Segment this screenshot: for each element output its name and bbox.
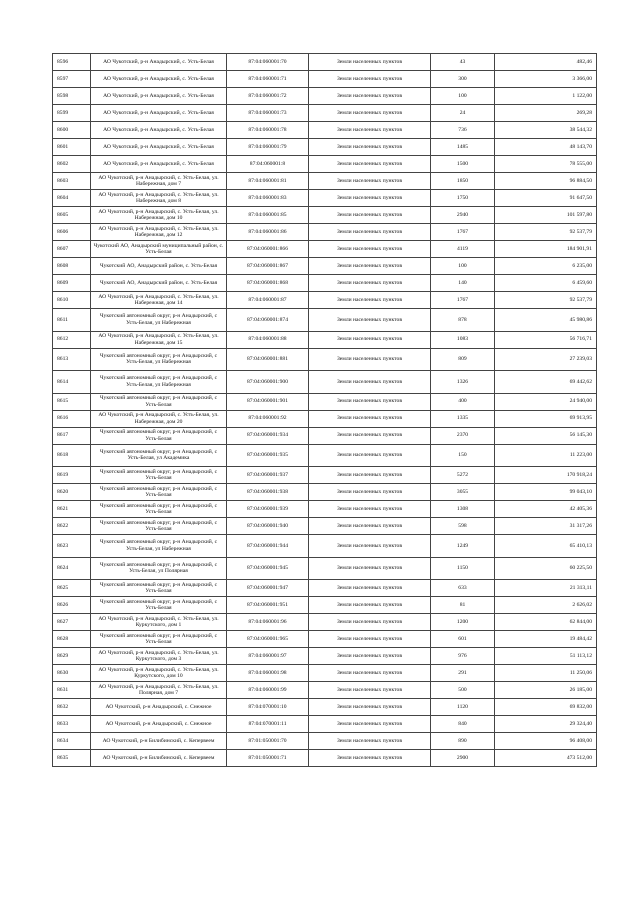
cadastral-value-cell: 170 918,24	[495, 467, 597, 484]
area-cell: 43	[431, 54, 495, 71]
table-row	[53, 410, 597, 427]
cadastral-number-cell: 87:04:060001:72	[227, 88, 309, 105]
land-category-cell: Земли населенных пунктов	[309, 207, 431, 224]
row-number-cell: 8622	[53, 518, 91, 535]
cadastral-value-cell: 29 324,40	[495, 716, 597, 733]
table-row	[53, 105, 597, 122]
area-cell: 2370	[431, 427, 495, 444]
cadastral-value-cell: 473 512,00	[495, 750, 597, 767]
address-cell: АО Чукотский, р-н Анадырский, с. Усть-Белая, ул. Набережная, дом 14	[91, 292, 227, 309]
cadastral-number-cell: 87:04:060001:868	[227, 275, 309, 292]
area-cell: 736	[431, 122, 495, 139]
cadastral-number-cell: 87:04:060001:951	[227, 597, 309, 614]
address-cell: АО Чукотский, р-н Анадырский, с. Усть-Белая, ул. Куркутского, дом 10	[91, 665, 227, 682]
address-cell: Чукотский автономный округ, р-н Анадырский, с Усть-Белая, ул Академика	[91, 444, 227, 467]
land-category-cell: Земли населенных пунктов	[309, 292, 431, 309]
cadastral-value-cell: 62 844,00	[495, 614, 597, 631]
cadastral-value-cell: 101 597,80	[495, 207, 597, 224]
cadastral-value-cell: 11 250,06	[495, 665, 597, 682]
cadastral-number-cell: 87:04:060001:87	[227, 292, 309, 309]
land-category-cell: Земли населенных пунктов	[309, 241, 431, 258]
land-category-cell: Земли населенных пунктов	[309, 122, 431, 139]
cadastral-value-cell: 92 537,79	[495, 224, 597, 241]
cadastral-value-cell: 48 143,70	[495, 139, 597, 156]
row-number-cell: 8621	[53, 501, 91, 518]
table-row	[53, 580, 597, 597]
address-cell: АО Чукотский, р-н Анадырский, с. Усть-Белая, ул. Набережная, дом 15	[91, 331, 227, 348]
land-category-cell: Земли населенных пунктов	[309, 597, 431, 614]
cadastral-value-cell: 56 716,71	[495, 331, 597, 348]
address-cell: Чукотский автономный округ, р-н Анадырский, с Усть-Белая	[91, 631, 227, 648]
table-row	[53, 597, 597, 614]
table-row	[53, 71, 597, 88]
area-cell: 633	[431, 580, 495, 597]
land-category-cell: Земли населенных пунктов	[309, 71, 431, 88]
cadastral-number-cell: 87:04:060001:98	[227, 665, 309, 682]
address-cell: АО Чукотский, р-н Анадырский, с. Усть-Белая, ул. Набережная, дом 10	[91, 207, 227, 224]
table-row	[53, 224, 597, 241]
cadastral-number-cell: 87:04:060001:944	[227, 535, 309, 558]
row-number-cell: 8615	[53, 393, 91, 410]
table-row	[53, 371, 597, 394]
address-cell: АО Чукотский, р-н Анадырский, с. Усть-Белая	[91, 71, 227, 88]
cadastral-value-cell: 65 410,13	[495, 535, 597, 558]
cadastral-value-cell: 99 043,10	[495, 484, 597, 501]
address-cell: Чукотский АО, Анадырский муниципальный район, с. Усть-Белая	[91, 241, 227, 258]
land-category-cell: Земли населенных пунктов	[309, 331, 431, 348]
document-page	[52, 53, 596, 767]
address-cell: Чукотский АО, Анадырский район, с. Усть-Белая	[91, 275, 227, 292]
row-number-cell: 8596	[53, 54, 91, 71]
table-row	[53, 535, 597, 558]
row-number-cell: 8616	[53, 410, 91, 427]
cadastral-number-cell: 87:04:060001:81	[227, 173, 309, 190]
cadastral-number-cell: 87:04:070001:10	[227, 699, 309, 716]
address-cell: Чукотский автономный округ, р-н Анадырский, с Усть-Белая	[91, 501, 227, 518]
table-row	[53, 173, 597, 190]
cadastral-number-cell: 87:04:060001:965	[227, 631, 309, 648]
row-number-cell: 8607	[53, 241, 91, 258]
address-cell: АО Чукотский, р-н Билибинский, с. Кепервеем	[91, 733, 227, 750]
cadastral-value-cell: 78 555,00	[495, 156, 597, 173]
address-cell: АО Чукотский, р-н Анадырский, с. Усть-Белая, ул. Куркутского, дом 3	[91, 648, 227, 665]
table-row	[53, 631, 597, 648]
area-cell: 601	[431, 631, 495, 648]
area-cell: 1308	[431, 501, 495, 518]
area-cell: 2940	[431, 207, 495, 224]
address-cell: АО Чукотский, р-н Анадырский, с. Усть-Белая, ул. Набережная, дом 7	[91, 173, 227, 190]
row-number-cell: 8628	[53, 631, 91, 648]
area-cell: 1750	[431, 190, 495, 207]
land-category-cell: Земли населенных пунктов	[309, 665, 431, 682]
land-category-cell: Земли населенных пунктов	[309, 501, 431, 518]
land-category-cell: Земли населенных пунктов	[309, 309, 431, 332]
cadastral-number-cell: 87:04:060001:945	[227, 557, 309, 580]
address-cell: АО Чукотский, р-н Анадырский, с. Усть-Белая	[91, 122, 227, 139]
cadastral-value-cell: 482,46	[495, 54, 597, 71]
row-number-cell: 8604	[53, 190, 91, 207]
cadastral-number-cell: 87:04:060001:867	[227, 258, 309, 275]
cadastral-number-cell: 87:04:060001:79	[227, 139, 309, 156]
cadastral-number-cell: 87:04:060001:71	[227, 71, 309, 88]
land-category-cell: Земли населенных пунктов	[309, 484, 431, 501]
table-row	[53, 292, 597, 309]
row-number-cell: 8623	[53, 535, 91, 558]
address-cell: АО Чукотский, р-н Анадырский, с. Усть-Белая	[91, 88, 227, 105]
address-cell: АО Чукотский, р-н Анадырский, с. Усть-Белая, ул. Куркутского, дом 1	[91, 614, 227, 631]
address-cell: АО Чукотский, р-н Анадырский, с. Усть-Белая	[91, 105, 227, 122]
land-category-cell: Земли населенных пунктов	[309, 467, 431, 484]
cadastral-number-cell: 87:04:060001:935	[227, 444, 309, 467]
area-cell: 1767	[431, 292, 495, 309]
land-category-cell: Земли населенных пунктов	[309, 54, 431, 71]
cadastral-value-cell: 69 442,62	[495, 371, 597, 394]
table-row	[53, 665, 597, 682]
land-category-cell: Земли населенных пунктов	[309, 699, 431, 716]
row-number-cell: 8598	[53, 88, 91, 105]
area-cell: 100	[431, 258, 495, 275]
area-cell: 1485	[431, 139, 495, 156]
cadastral-number-cell: 87:04:060001:97	[227, 648, 309, 665]
row-number-cell: 8613	[53, 348, 91, 371]
land-category-cell: Земли населенных пунктов	[309, 173, 431, 190]
row-number-cell: 8631	[53, 682, 91, 699]
land-category-cell: Земли населенных пунктов	[309, 393, 431, 410]
cadastral-number-cell: 87:04:060001:70	[227, 54, 309, 71]
area-cell: 1200	[431, 614, 495, 631]
address-cell: АО Чукотский, р-н Анадырский, с. Усть-Белая	[91, 54, 227, 71]
address-cell: Чукотский автономный округ, р-н Анадырский, с Усть-Белая	[91, 484, 227, 501]
cadastral-number-cell: 87:04:060001:83	[227, 190, 309, 207]
table-row	[53, 122, 597, 139]
row-number-cell: 8618	[53, 444, 91, 467]
address-cell: Чукотский автономный округ, р-н Анадырский, с Усть-Белая	[91, 393, 227, 410]
address-cell: АО Чукотский, р-н Анадырский, с. Снежное	[91, 716, 227, 733]
table-row	[53, 557, 597, 580]
table-row	[53, 648, 597, 665]
address-cell: АО Чукотский, р-н Анадырский, с. Усть-Белая, ул. Полярная, дом 7	[91, 682, 227, 699]
area-cell: 1150	[431, 557, 495, 580]
area-cell: 500	[431, 682, 495, 699]
land-category-cell: Земли населенных пунктов	[309, 535, 431, 558]
table-row	[53, 733, 597, 750]
cadastral-number-cell: 87:04:070001:11	[227, 716, 309, 733]
area-cell: 878	[431, 309, 495, 332]
area-cell: 1120	[431, 699, 495, 716]
land-category-cell: Земли населенных пунктов	[309, 750, 431, 767]
cadastral-number-cell: 87:04:060001:78	[227, 122, 309, 139]
row-number-cell: 8601	[53, 139, 91, 156]
table-row	[53, 501, 597, 518]
table-row	[53, 275, 597, 292]
area-cell: 24	[431, 105, 495, 122]
cadastral-value-cell: 11 223,00	[495, 444, 597, 467]
land-category-cell: Земли населенных пунктов	[309, 410, 431, 427]
cadastral-value-cell: 69 913,95	[495, 410, 597, 427]
area-cell: 809	[431, 348, 495, 371]
cadastral-number-cell: 87:04:060001:947	[227, 580, 309, 597]
area-cell: 300	[431, 71, 495, 88]
row-number-cell: 8609	[53, 275, 91, 292]
address-cell: Чукотский автономный округ, р-н Анадырский, с Усть-Белая	[91, 518, 227, 535]
cadastral-value-cell: 1 122,00	[495, 88, 597, 105]
cadastral-value-cell: 45 980,86	[495, 309, 597, 332]
address-cell: Чукотский автономный округ, р-н Анадырский, с Усть-Белая, ул Набережная	[91, 348, 227, 371]
row-number-cell: 8626	[53, 597, 91, 614]
cadastral-value-cell: 31 317,26	[495, 518, 597, 535]
area-cell: 81	[431, 597, 495, 614]
cadastral-value-cell: 56 145,30	[495, 427, 597, 444]
land-category-cell: Земли населенных пунктов	[309, 371, 431, 394]
area-cell: 1249	[431, 535, 495, 558]
area-cell: 1335	[431, 410, 495, 427]
cadastral-number-cell: 87:04:060001:901	[227, 393, 309, 410]
table-row	[53, 309, 597, 332]
cadastral-number-cell: 87:04:060001:900	[227, 371, 309, 394]
cadastral-value-cell: 269,28	[495, 105, 597, 122]
row-number-cell: 8611	[53, 309, 91, 332]
cadastral-value-cell: 3 366,00	[495, 71, 597, 88]
table-row	[53, 518, 597, 535]
cadastral-value-cell: 96 884,50	[495, 173, 597, 190]
address-cell: Чукотский автономный округ, р-н Анадырский, с Усть-Белая, ул Набережная	[91, 309, 227, 332]
address-cell: Чукотский автономный округ, р-н Анадырский, с Усть-Белая	[91, 597, 227, 614]
cadastral-value-cell: 19 484,42	[495, 631, 597, 648]
cadastral-number-cell: 87:04:060001:940	[227, 518, 309, 535]
address-cell: АО Чукотский, р-н Анадырский, с. Снежное	[91, 699, 227, 716]
area-cell: 100	[431, 88, 495, 105]
row-number-cell: 8603	[53, 173, 91, 190]
row-number-cell: 8608	[53, 258, 91, 275]
table-row	[53, 716, 597, 733]
table-row	[53, 750, 597, 767]
address-cell: АО Чукотский, р-н Анадырский, с. Усть-Белая, ул. Набережная, дом 20	[91, 410, 227, 427]
table-row	[53, 484, 597, 501]
address-cell: Чукотский автономный округ, р-н Анадырский, с Усть-Белая	[91, 580, 227, 597]
row-number-cell: 8612	[53, 331, 91, 348]
table-row	[53, 207, 597, 224]
address-cell: АО Чукотский, р-н Анадырский, с. Усть-Белая, ул. Набережная, дом 8	[91, 190, 227, 207]
cadastral-value-cell: 2 626,02	[495, 597, 597, 614]
address-cell: АО Чукотский, р-н Анадырский, с. Усть-Белая	[91, 139, 227, 156]
area-cell: 976	[431, 648, 495, 665]
row-number-cell: 8617	[53, 427, 91, 444]
table-row	[53, 139, 597, 156]
table-row	[53, 88, 597, 105]
land-category-cell: Земли населенных пунктов	[309, 518, 431, 535]
row-number-cell: 8635	[53, 750, 91, 767]
area-cell: 2900	[431, 750, 495, 767]
row-number-cell: 8614	[53, 371, 91, 394]
area-cell: 5272	[431, 467, 495, 484]
cadastral-value-cell: 69 832,00	[495, 699, 597, 716]
row-number-cell: 8624	[53, 557, 91, 580]
table-row	[53, 467, 597, 484]
row-number-cell: 8632	[53, 699, 91, 716]
area-cell: 150	[431, 444, 495, 467]
row-number-cell: 8606	[53, 224, 91, 241]
land-category-cell: Земли населенных пунктов	[309, 733, 431, 750]
row-number-cell: 8605	[53, 207, 91, 224]
table-row	[53, 348, 597, 371]
cadastral-number-cell: 87:04:060001:938	[227, 484, 309, 501]
cadastral-value-cell: 91 647,50	[495, 190, 597, 207]
area-cell: 400	[431, 393, 495, 410]
land-category-cell: Земли населенных пунктов	[309, 614, 431, 631]
cadastral-value-cell: 96 408,00	[495, 733, 597, 750]
table-row	[53, 444, 597, 467]
cadastral-number-cell: 87:04:060001:934	[227, 427, 309, 444]
cadastral-number-cell: 87:01:050001:70	[227, 733, 309, 750]
table-row	[53, 156, 597, 173]
land-category-cell: Земли населенных пунктов	[309, 444, 431, 467]
address-cell: Чукотский автономный округ, р-н Анадырский, с Усть-Белая	[91, 427, 227, 444]
address-cell: АО Чукотский, р-н Билибинский, с. Кепервеем	[91, 750, 227, 767]
area-cell: 3055	[431, 484, 495, 501]
table-row	[53, 427, 597, 444]
land-category-cell: Земли населенных пунктов	[309, 648, 431, 665]
address-cell: АО Чукотский, р-н Анадырский, с. Усть-Белая	[91, 156, 227, 173]
cadastral-number-cell: 87:04:060001:88	[227, 331, 309, 348]
land-category-cell: Земли населенных пунктов	[309, 716, 431, 733]
land-category-cell: Земли населенных пунктов	[309, 88, 431, 105]
row-number-cell: 8627	[53, 614, 91, 631]
land-category-cell: Земли населенных пунктов	[309, 631, 431, 648]
land-category-cell: Земли населенных пунктов	[309, 557, 431, 580]
cadastral-number-cell: 87:04:060001:86	[227, 224, 309, 241]
table-row	[53, 614, 597, 631]
table-body	[53, 54, 597, 767]
area-cell: 890	[431, 733, 495, 750]
cadastral-number-cell: 87:04:060001:73	[227, 105, 309, 122]
cadastral-number-cell: 87:04:060001:937	[227, 467, 309, 484]
row-number-cell: 8602	[53, 156, 91, 173]
address-cell: Чукотский автономный округ, р-н Анадырский, с Усть-Белая, ул Полярная	[91, 557, 227, 580]
row-number-cell: 8600	[53, 122, 91, 139]
cadastral-value-cell: 184 901,91	[495, 241, 597, 258]
table-row	[53, 241, 597, 258]
row-number-cell: 8610	[53, 292, 91, 309]
area-cell: 1500	[431, 156, 495, 173]
address-cell: АО Чукотский, р-н Анадырский, с. Усть-Белая, ул. Набережная, дом 12	[91, 224, 227, 241]
cadastral-value-cell: 26 185,00	[495, 682, 597, 699]
table-row	[53, 190, 597, 207]
row-number-cell: 8634	[53, 733, 91, 750]
row-number-cell: 8599	[53, 105, 91, 122]
cadastral-number-cell: 87:04:060001:8	[227, 156, 309, 173]
address-cell: Чукотский автономный округ, р-н Анадырский, с Усть-Белая, ул Набережная	[91, 535, 227, 558]
address-cell: Чукотский АО, Анадырский район, с. Усть-Белая	[91, 258, 227, 275]
cadastral-value-cell: 6 235,00	[495, 258, 597, 275]
area-cell: 1083	[431, 331, 495, 348]
row-number-cell: 8619	[53, 467, 91, 484]
cadastral-value-cell: 27 239,03	[495, 348, 597, 371]
table-row	[53, 331, 597, 348]
row-number-cell: 8629	[53, 648, 91, 665]
land-category-cell: Земли населенных пунктов	[309, 580, 431, 597]
table-row	[53, 54, 597, 71]
land-category-cell: Земли населенных пунктов	[309, 105, 431, 122]
cadastral-value-cell: 60 225,50	[495, 557, 597, 580]
land-category-cell: Земли населенных пунктов	[309, 427, 431, 444]
area-cell: 140	[431, 275, 495, 292]
cadastral-value-cell: 38 544,32	[495, 122, 597, 139]
area-cell: 1767	[431, 224, 495, 241]
land-category-cell: Земли населенных пунктов	[309, 156, 431, 173]
cadastral-value-cell: 51 113,12	[495, 648, 597, 665]
land-category-cell: Земли населенных пунктов	[309, 258, 431, 275]
table-row	[53, 393, 597, 410]
cadastral-number-cell: 87:04:060001:99	[227, 682, 309, 699]
area-cell: 1326	[431, 371, 495, 394]
cadastral-value-cell: 42 405,36	[495, 501, 597, 518]
row-number-cell: 8630	[53, 665, 91, 682]
land-category-cell: Земли населенных пунктов	[309, 348, 431, 371]
land-category-cell: Земли населенных пунктов	[309, 139, 431, 156]
row-number-cell: 8625	[53, 580, 91, 597]
cadastral-number-cell: 87:01:050001:71	[227, 750, 309, 767]
area-cell: 1850	[431, 173, 495, 190]
cadastral-number-cell: 87:04:060001:96	[227, 614, 309, 631]
cadastral-value-cell: 21 313,11	[495, 580, 597, 597]
address-cell: Чукотский автономный округ, р-н Анадырский, с Усть-Белая	[91, 467, 227, 484]
land-category-cell: Земли населенных пунктов	[309, 275, 431, 292]
land-category-cell: Земли населенных пунктов	[309, 682, 431, 699]
cadastral-number-cell: 87:04:060001:881	[227, 348, 309, 371]
land-parcel-table	[52, 53, 597, 767]
area-cell: 4119	[431, 241, 495, 258]
address-cell: Чукотский автономный округ, р-н Анадырский, с Усть-Белая, ул Набережная	[91, 371, 227, 394]
area-cell: 598	[431, 518, 495, 535]
row-number-cell: 8597	[53, 71, 91, 88]
land-category-cell: Земли населенных пунктов	[309, 224, 431, 241]
area-cell: 840	[431, 716, 495, 733]
cadastral-number-cell: 87:04:060001:866	[227, 241, 309, 258]
cadastral-value-cell: 6 459,60	[495, 275, 597, 292]
table-row	[53, 699, 597, 716]
cadastral-number-cell: 87:04:060001:939	[227, 501, 309, 518]
table-row	[53, 258, 597, 275]
land-category-cell: Земли населенных пунктов	[309, 190, 431, 207]
cadastral-number-cell: 87:04:060001:85	[227, 207, 309, 224]
area-cell: 291	[431, 665, 495, 682]
row-number-cell: 8620	[53, 484, 91, 501]
cadastral-number-cell: 87:04:060001:92	[227, 410, 309, 427]
cadastral-number-cell: 87:04:060001:874	[227, 309, 309, 332]
table-row	[53, 682, 597, 699]
cadastral-value-cell: 24 940,00	[495, 393, 597, 410]
row-number-cell: 8633	[53, 716, 91, 733]
cadastral-value-cell: 92 537,79	[495, 292, 597, 309]
